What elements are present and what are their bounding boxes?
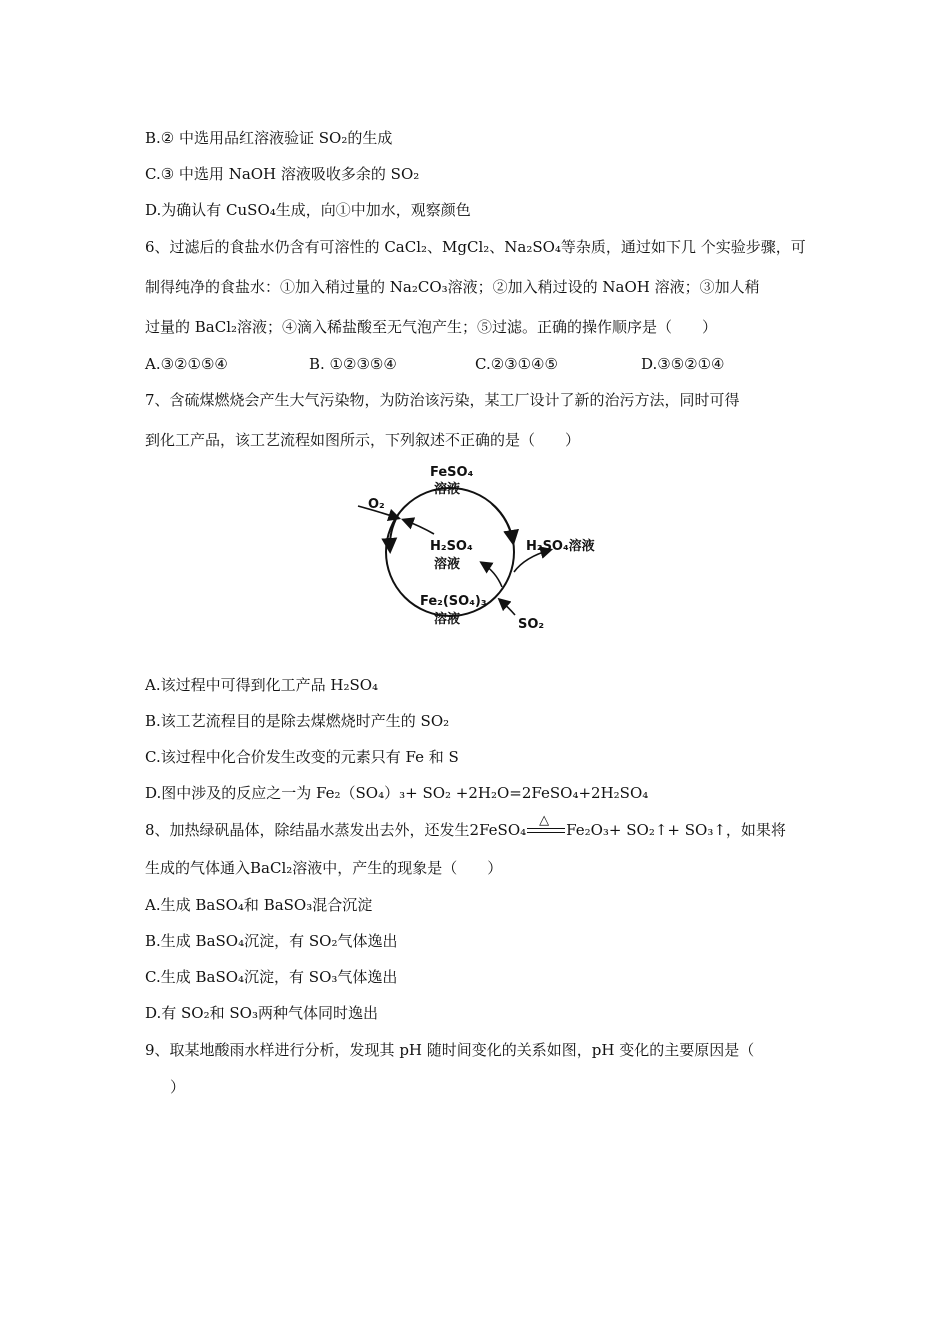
h2so4-return-arrow	[404, 520, 434, 534]
q5-option-c: C.③ 中选用 NaOH 溶液吸收多余的 SO₂	[145, 165, 420, 183]
h2so4-formula: H₂SO₄	[430, 539, 473, 554]
q7-option-a: A.该过程中可得到化工产品 H₂SO₄	[145, 676, 379, 694]
heat-equation-sign	[526, 813, 566, 840]
q8-option-c: C.生成 BaSO₄沉淀，有 SO₃气体逸出	[145, 968, 398, 986]
o2-label: O₂	[368, 497, 385, 512]
feso4-formula: FeSO₄	[430, 465, 474, 480]
q6-option-d: D.③⑤②①④	[641, 355, 725, 373]
q6-option-a: A.③②①⑤④	[145, 355, 228, 373]
h2so4-product-label: H₂SO₄溶液	[526, 539, 595, 554]
q8-stem-line-2: 生成的气体通入BaCl₂溶液中，产生的现象是（ ）	[145, 859, 503, 877]
q8-text-before: 8、加热绿矾晶体，除结晶水蒸发出去外，还发生2FeSO₄	[145, 821, 527, 839]
q5-option-b: B.② 中选用品红溶液验证 SO₂的生成	[145, 129, 393, 147]
q8-option-b: B.生成 BaSO₄沉淀，有 SO₂气体逸出	[145, 932, 398, 950]
q6-stem-line-2: 制得纯净的食盐水：①加入稍过量的 Na₂CO₃溶液；②加入稍过设的 NaOH 溶液；③加人稍	[145, 278, 760, 296]
fe2so43-solution-label: 溶液	[434, 612, 461, 627]
q6-option-b: B. ①②③⑤④	[309, 355, 397, 373]
heat-symbol: △	[539, 813, 550, 828]
feso4-solution-label: 溶液	[434, 482, 461, 497]
equals-bar-top	[527, 828, 565, 829]
cycle-arrow-right	[492, 504, 513, 542]
q7-option-c: C.该过程中化合价发生改变的元素只有 Fe 和 S	[145, 748, 459, 766]
q7-option-b: B.该工艺流程目的是除去煤燃烧时产生的 SO₂	[145, 712, 450, 730]
q6-stem-line-3: 过量的 BaCl₂溶液；④滴入稀盐酸至无气泡产生；⑤过滤。正确的操作顺序是（ ）	[145, 318, 718, 336]
q5-option-d: D.为确认有 CuSO₄生成，向①中加水，观察颜色	[145, 201, 471, 219]
q6-option-c: C.②③①④⑤	[475, 355, 558, 373]
q9-stem-line-1: 9、取某地酸雨水样进行分析，发现其 pH 随时间变化的关系如图，pH 变化的主要原因是（	[145, 1041, 755, 1059]
h2so4-solution-label: 溶液	[434, 557, 461, 572]
so2-arrow	[500, 600, 515, 615]
equals-bar-bottom	[527, 832, 565, 833]
q6-stem-line-1: 6、过滤后的食盐水仍含有可溶性的 CaCl₂、MgCl₂、Na₂SO₄等杂质，通过如下几 个实验步骤，可	[145, 238, 806, 256]
sulfur-cycle-diagram	[350, 462, 610, 637]
q8-text-after: Fe₂O₃+ SO₂↑+ SO₃↑，如果将	[566, 821, 786, 839]
q9-stem-line-2: ）	[170, 1078, 186, 1096]
q7-stem-line-1: 7、含硫煤燃烧会产生大气污染物，为防治该污染，某工厂设计了新的治污方法，同时可得	[145, 391, 740, 409]
q7-option-d: D.图中涉及的反应之一为 Fe₂（SO₄）₃+ SO₂ +2H₂O=2FeSO₄+2H₂SO₄	[145, 784, 649, 802]
so2-label: SO₂	[518, 617, 545, 632]
fe2so43-formula: Fe₂(SO₄)₃	[420, 594, 487, 609]
inner-arrow	[482, 563, 502, 587]
q7-stem-line-2: 到化工产品，该工艺流程如图所示，下列叙述不正确的是（ ）	[145, 431, 581, 449]
q8-option-d: D.有 SO₂和 SO₃两种气体同时逸出	[145, 1004, 378, 1022]
q8-stem-line-1	[145, 813, 786, 840]
q8-option-a: A.生成 BaSO₄和 BaSO₃混合沉淀	[145, 896, 373, 914]
